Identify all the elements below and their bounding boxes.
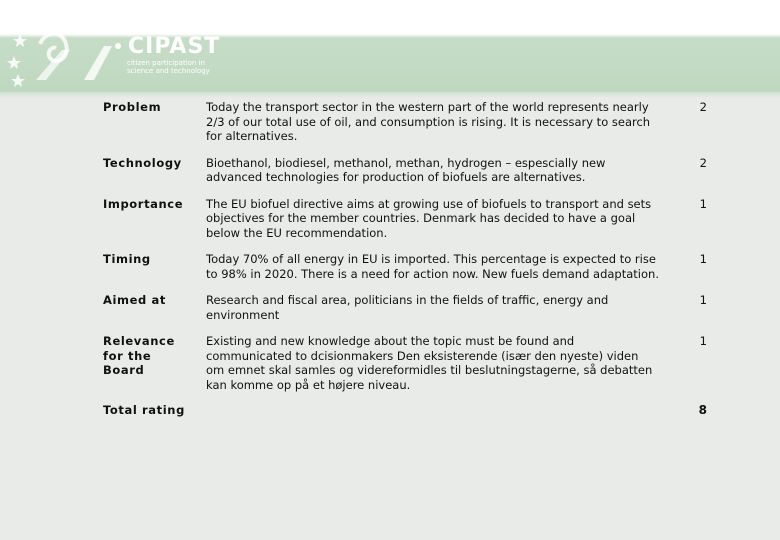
total-label: Total rating	[103, 403, 185, 417]
logo-tagline: citizen participation in science and technology	[127, 59, 210, 75]
logo-name: CIPAST	[128, 34, 221, 59]
row-score: 1	[699, 196, 707, 211]
rating-table	[96, 97, 714, 427]
table-row	[96, 97, 714, 153]
row-description: Existing and new knowledge about the topic must be found and communicated to dcisionmakers Den eksisterende (især den nyeste) viden om emnet skal samles og videreformidles til beslutningstagerne, så debatten kan komme op på et højere niveau.	[206, 334, 653, 392]
total-spacer	[199, 401, 667, 427]
row-label: Relevance for the Board	[103, 334, 175, 377]
row-label: Technology	[103, 155, 182, 170]
table-row	[96, 331, 714, 401]
table-row	[96, 194, 714, 250]
table-row	[96, 153, 714, 194]
row-score: 2	[699, 100, 707, 114]
row-score: 1	[699, 293, 707, 307]
row-description: Today the transport sector in the western part of the world represents nearly 2/3 of our total use of oil, and consumption is rising. It is necessary to search for alternatives.	[206, 100, 651, 143]
row-score: 1	[699, 334, 707, 348]
row-score: 2	[699, 155, 707, 170]
table-row	[96, 249, 714, 290]
row-label: Aimed at	[103, 293, 166, 307]
row-description: Research and fiscal area, politicians in the fields of traffic, energy and environment	[206, 293, 609, 322]
row-label: Timing	[103, 252, 151, 266]
total-score: 8	[698, 403, 707, 417]
table-row	[96, 290, 714, 331]
row-score: 1	[699, 252, 707, 266]
rating-table-body	[96, 97, 714, 427]
row-label: Problem	[103, 100, 162, 114]
total-row	[96, 401, 714, 427]
cipast-logo-icon	[0, 0, 140, 92]
row-label: Importance	[103, 196, 184, 211]
row-description: Bioethanol, biodiesel, methanol, methan, hydrogen – espescially new advanced technologies for production of biofuels are alternatives.	[206, 155, 606, 184]
row-description: The EU biofuel directive aims at growing use of biofuels to transport and sets objectives for the member countries. Denmark has decided to have a goal below the EU recommendation.	[206, 196, 652, 240]
row-description: Today 70% of all energy in EU is imported. This percentage is expected to rise to 98% in 2020. There is a need for action now. New fuels demand adaptation.	[206, 252, 659, 281]
